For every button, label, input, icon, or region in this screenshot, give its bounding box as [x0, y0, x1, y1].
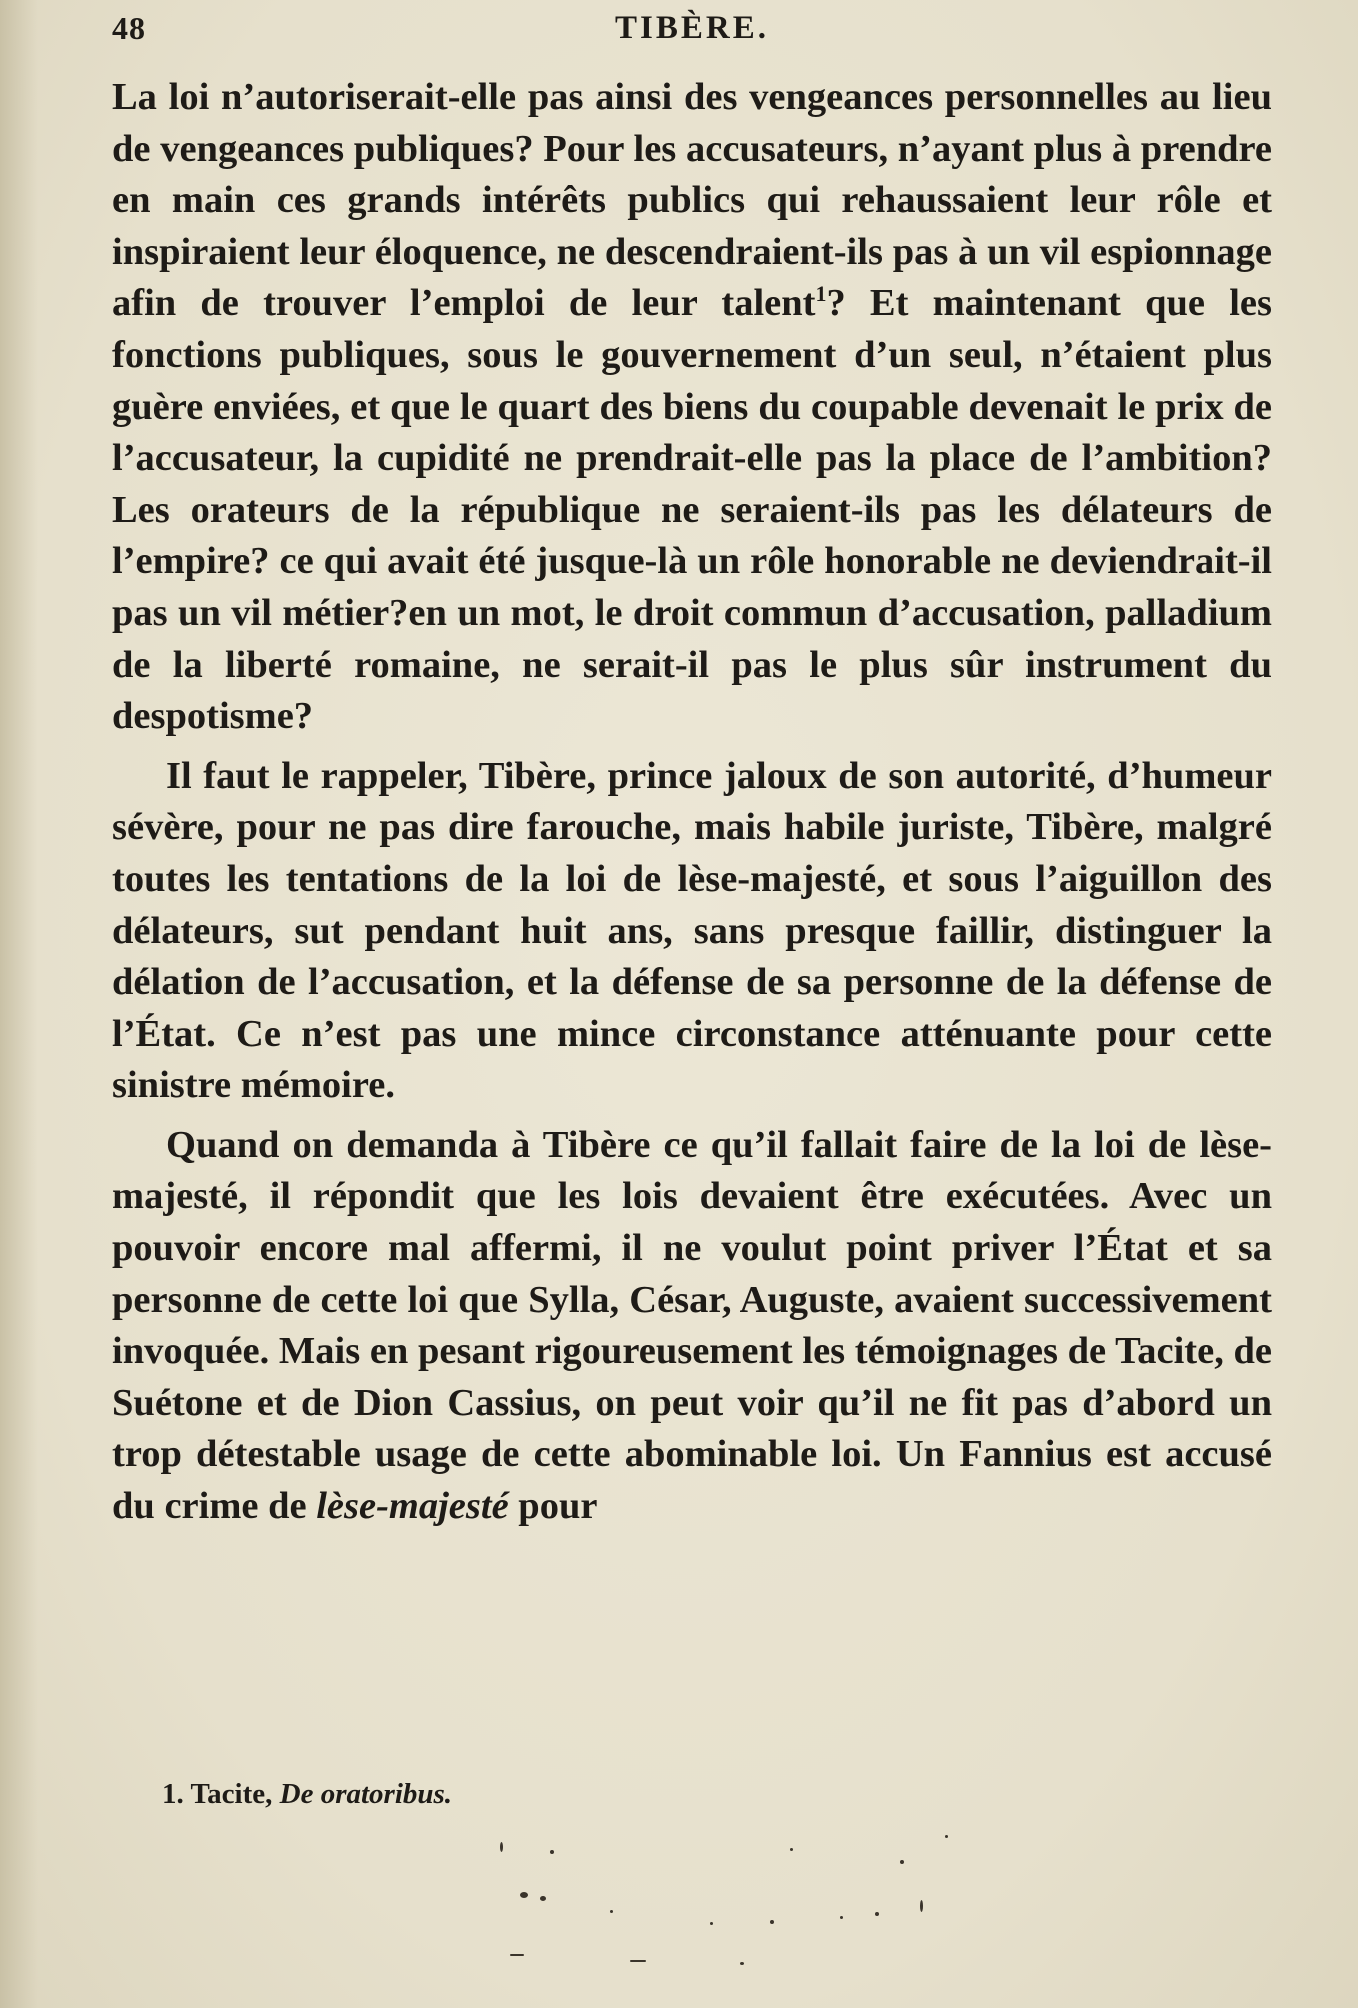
speck [540, 1896, 546, 1901]
speck [900, 1860, 904, 1864]
running-title: TIBÈRE. [615, 10, 769, 46]
speck [875, 1912, 879, 1916]
speck [550, 1850, 554, 1854]
speck [500, 1842, 503, 1852]
paragraph-1 [112, 72, 1272, 743]
footnote-work-title: De oratoribus. [279, 1778, 453, 1810]
paragraph-1-text-a: La loi n’autoriserait-elle pas ainsi des vengeances personnelles au lieu de vengeances publiques? Pour les accusateurs, n’ayant plus à prendre en main ces grands intérêts publics qui rehaussaient leur rôle et inspiraient leur éloquence, ne descendraient-ils pas à un vil espionnage afin de trouver l’emploi de leur talent [112, 76, 1272, 325]
speck [510, 1954, 524, 1956]
body-text [112, 72, 1272, 1533]
paragraph-3-emphasis: lèse-majesté [316, 1485, 509, 1528]
speck [520, 1892, 528, 1898]
speck [630, 1960, 646, 1962]
footnote [162, 1778, 452, 1811]
print-specks [480, 1830, 1040, 1980]
speck [610, 1910, 613, 1913]
speck [945, 1835, 948, 1838]
speck [840, 1916, 843, 1919]
speck [740, 1962, 744, 1965]
paragraph-2 [112, 751, 1272, 1112]
paragraph-1-text-b: ? Et maintenant que les fonctions publiques, sous le gouvernement d’un seul, n’étaient plus guère enviées, et que le quart des biens du coupable devenait le prix de l’accusateur, la cupidité ne prendrait-elle pas la place de l’ambition? Les orateurs de la république ne seraient-ils pas les délateurs de l’empire? ce qui avait été jusque-là un rôle honorable ne deviendrait-il pas un vil métier?en un mot, le droit commun d’accusation, palladium de la liberté romaine, ne serait-il pas le plus sûr instrument du despotisme? [112, 282, 1272, 738]
paragraph-3 [112, 1120, 1272, 1533]
speck [790, 1848, 793, 1851]
footnote-reference: 1 [815, 281, 827, 307]
page-number: 48 [112, 10, 146, 46]
speck [770, 1920, 774, 1924]
page-header [112, 10, 1272, 70]
page-gutter-shadow [0, 0, 38, 2008]
paragraph-3-text-a: Quand on demanda à Tibère ce qu’il fallait faire de la loi de lèse-majesté, il répondit que les lois devaient être exécutées. Avec un pouvoir encore mal affermi, il ne voulut point priver l’État et sa personne de cette loi que Sylla, César, Auguste, avaient successivement invoquée. Mais en pesant rigoureusement les témoignages de Tacite, de Suétone et de Dion Cassius, on peut voir qu’il ne fit pas d’abord un trop détestable usage de cette abominable loi. Un Fannius est accusé du crime de [112, 1123, 1272, 1528]
paragraph-3-text-b: pour [508, 1485, 598, 1528]
paragraph-2-text: Il faut le rappeler, Tibère, prince jaloux de son autorité, d’humeur sévère, pour ne pas dire farouche, mais habile juriste, Tibère, malgré toutes les tentations de la loi de lèse-majesté, et sous l’aiguillon des délateurs, sut pendant huit ans, sans presque faillir, distinguer la délation de l’accusation, et la défense de sa personne de la défense de l’État. Ce n’est pas une mince circonstance atténuante pour cette sinistre mémoire. [112, 754, 1272, 1107]
speck [920, 1900, 923, 1912]
speck [710, 1922, 713, 1925]
footnote-number: 1. [162, 1778, 184, 1810]
footnote-author: Tacite, [190, 1778, 273, 1810]
